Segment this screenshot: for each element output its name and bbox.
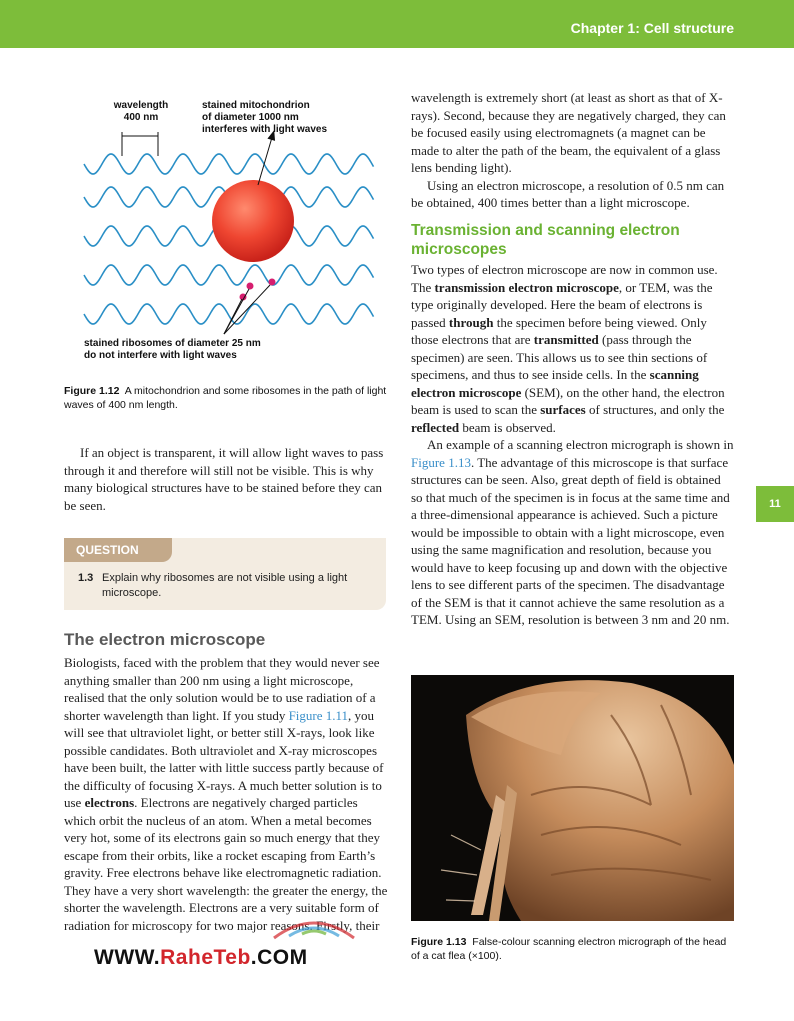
question-text: Explain why ribosomes are not visible using a light microscope.	[102, 572, 348, 599]
mitochondrion-pointer	[258, 134, 273, 185]
ribosome-dot	[247, 283, 254, 290]
light-wave	[84, 154, 374, 174]
keyword: electrons	[84, 795, 135, 810]
section-heading-electron-microscope: The electron microscope	[64, 630, 266, 649]
cat-flea-micrograph	[411, 675, 734, 921]
figure-number: Figure 1.13	[411, 936, 467, 948]
ribosome-label: stained ribosomes of diameter 25 nm do not interfere with light waves	[84, 338, 261, 361]
question-tab: QUESTION	[64, 538, 172, 562]
figure-1-12-diagram	[60, 92, 390, 372]
electron-microscope-paragraph: Biologists, faced with the problem that they would never see anything smaller than 200 nm using a light microscope, realised that the only solution would be to use radiation of a shorter wavelength than light. If you study Figure 1.11, you will see that ultraviolet light, or better still X-rays, look like possible candidates. Both ultraviolet and X-ray microscopes have been built, the latter with little success partly because of the difficulty of focusing X-rays. A much better solution is to use electrons. Electrons are negatively charged particles which orbit the nucleus of an atom. When a metal becomes very hot, some of its electrons gain so much energy that they escape from their orbits, like a rocket escaping from Earth’s gravity. Free electrons behave like electromagnetic radiation. They have a very short wavelength: the greater the energy, the shorter the wavelength. Electrons are a very suitable form of radiation for microscopy for two major reasons. Firstly, their	[64, 655, 388, 933]
chapter-title: Chapter 1: Cell structure	[570, 20, 734, 36]
figure-1-11-link[interactable]: Figure 1.11	[288, 707, 349, 723]
right-column-top-paragraphs: wavelength is extremely short (at least as short as that of X-rays). Second, because they are negatively charged, they can be focused easily using electromagnets (a magnet can be made to alter the path of the beam, the equivalent of a glass lens bending light). Using an electron microscope, a resolution of 0.5 nm can be obtained, 400 times better than a light microscope.	[411, 90, 726, 210]
caption-text: False-colour scanning electron micrograph of the head of a cat flea (×100).	[411, 936, 727, 962]
question-item	[78, 571, 378, 601]
ribosome-dot	[269, 279, 276, 286]
transparent-paragraph: If an object is transparent, it will allow light waves to pass through it and therefore will still not be visible. This is why many biological structures have to be stained before they can be seen.	[64, 445, 384, 513]
chapter-header-bar	[0, 0, 794, 48]
section-heading-tem-sem: Transmission and scanning electron microscopes	[411, 222, 680, 258]
figure-1-13-caption	[411, 935, 733, 963]
light-wave	[84, 304, 374, 324]
figure-1-12-caption	[64, 384, 389, 412]
figure-1-13-link[interactable]: Figure 1.13	[411, 454, 471, 470]
question-number: 1.3	[78, 572, 94, 584]
figure-number: Figure 1.12	[64, 385, 120, 397]
watermark-url: WWW.RaheTeb.COM	[94, 946, 308, 969]
watermark-logo-icon	[264, 898, 364, 946]
caption-text: A mitochondrion and some ribosomes in the path of light waves of 400 nm length.	[64, 385, 387, 411]
mitochondrion-circle	[212, 180, 294, 262]
wavelength-label: wavelength 400 nm	[113, 100, 169, 123]
tem-sem-paragraphs: Two types of electron microscope are now in common use. The transmission electron microscope, or TEM, was the type originally developed. Here the beam of electrons is passed through the specimen before being viewed. Only those electrons that are transmitted (pass through the specimen) are seen. This allows us to see thin sections of specimens, and thus to see inside cells. In the scanning electron microscope (SEM), on the other hand, the electron beam is used to scan the surfaces of structures, and only the reflected beam is observed. An example of a scanning electron micrograph is shown in Figure 1.13. The advantage of this microscope is that surface structures can be seen. Also, great depth of field is obtained so that much of the specimen is in focus at the same time and a three-dimensional appearance is achieved. Such a picture would be impossible to obtain with a light microscope, even using the same magnification and resolution, because you would have to keep focusing up and down with the objective lens to see different parts of the specimen. The disadvantage of the SEM is that it cannot achieve the same resolution as a TEM. Using an SEM, resolution is between 3 nm and 20 nm.	[411, 262, 734, 627]
page-number: 11	[756, 486, 794, 522]
mitochondrion-label: stained mitochondrion of diameter 1000 nm interferes with light waves	[202, 100, 328, 135]
light-wave	[84, 265, 374, 285]
